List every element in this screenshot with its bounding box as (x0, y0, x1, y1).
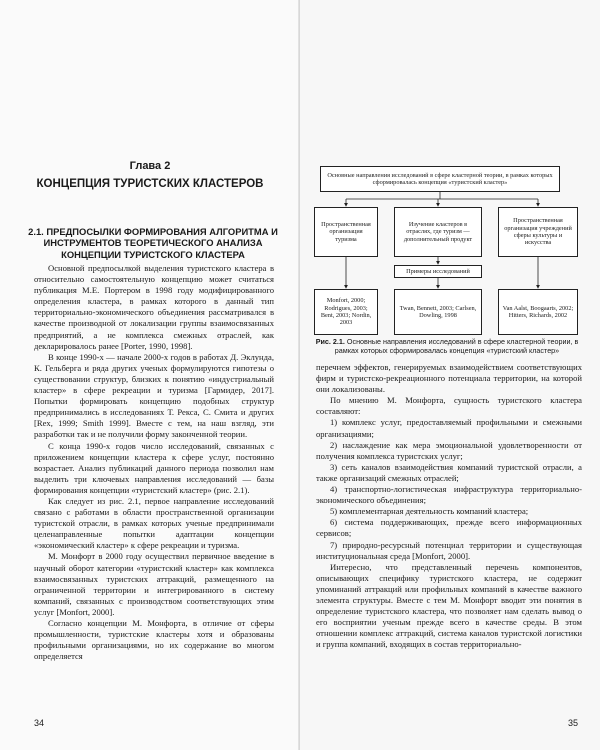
diagram-top-box: Основные направления исследований в сфере кластерной теории, в рамках которых сформировалась концепция «туристский кластер» (320, 166, 560, 192)
right-body-text (316, 362, 582, 650)
list-item: 1) комплекс услуг, предоставляемый профильными и смежными организациями; (316, 417, 582, 439)
paragraph: Как следует из рис. 2.1, первое направление исследований связано с работами в области пространственной организации туристской отрасли, в рамках которых ученые предпринимали целенаправленные попытки адаптации концепции «экономический кластер» к сфере рекреации и туризма. (34, 495, 274, 551)
right-page (300, 0, 600, 750)
direction-box: Пространственная организация туризма (314, 207, 378, 257)
example-box: Twan, Bennett, 2003; Carlsen, Dowling, 1998 (394, 289, 482, 335)
page-number: 35 (568, 718, 579, 728)
list-item: 3) сеть каналов взаимодействия компаний туристской отрасли, а также организаций смежных отраслей; (316, 461, 582, 483)
caption-text: Основные направления исследований в сфере кластерной теории, в рамках которых сформировалась концепция «туристский кластер» (334, 337, 579, 355)
example-box: Monfort, 2000; Rodrigues, 2003; Bent, 2003; Nordin, 2003 (314, 289, 378, 335)
section-title: 2.1. ПРЕДПОСЫЛКИ ФОРМИРОВАНИЯ АЛГОРИТМА И ИНСТРУМЕНТОВ ТЕОРЕТИЧЕСКОГО АНАЛИЗА КОНЦЕПЦИИ ТУРИСТСКОГО КЛАСТЕРА (28, 226, 278, 260)
paragraph: С конца 1990-х годов число исследований, связанных с приложением концепции кластера к сфере услуг, постоянно возрастает. Анализ публикаций данного периода позволил нам выделить три ключевых направления исследований — базы формирования концепции «туристский кластер» (рис. 2.1). (34, 440, 274, 495)
list-item: 6) система поддерживающих, прежде всего информационных сервисов; (316, 517, 582, 539)
paragraph: В конце 1990-х — начале 2000-х годов в работах Д. Эклунда, К. Гельберга и ряда других ученых формулируются гипотезы о существовании структур, близких к понятию «индустриальный кластер» в сфере рекреации и туризма [Гармидер, 2017]. Попытки формировать концепцию подобных структур предпринимались в исследованиях Т. Рекса, С. Смита и других [Rex, 1999; Smith 1999]. Вместе с тем, на наш взгляд, эти разработки так и не получили форму законченной теории. (34, 351, 274, 440)
list-item: 2) наслаждение как мера эмоциональной удовлетворенности от получения комплекса туристских услуг; (316, 439, 582, 461)
direction-box: Изучение кластеров в отраслях, где туризм — дополнительный продукт (394, 207, 482, 257)
chapter-title: КОНЦЕПЦИЯ ТУРИСТСКИХ КЛАСТЕРОВ (36, 178, 264, 190)
list-item: 5) комплементарная деятельность компаний кластера; (330, 506, 529, 517)
chapter-label: Глава 2 (129, 160, 171, 172)
paragraph: Основной предпосылкой выделения туристского кластера в относительно самостоятельную концепцию может считаться публикация М.Е. Портером в 1998 году модифицированного определения кластера, в рамках которого в данный тип территориально-экономического объединения рассматривался в качестве производной от локализации группы взаимосвязанных предприятий, а не комплекса смежных отраслей, как декларировалось ранее [Porter, 1990, 1998]. (34, 263, 274, 351)
diagram-connectors (300, 0, 600, 360)
paragraph: перечнем эффектов, генерируемых взаимодействием соответствующих фирм и туристско-рекреационного потенциала территории, на которой они локализованы. (316, 362, 582, 395)
example-box: Van Aalst, Boogaarts, 2002; Hitters, Richards, 2002 (498, 289, 578, 335)
caption-label: Рис. 2.1. (315, 337, 345, 346)
list-item: 7) природно-ресурсный потенциал территории и существующая институциональная среда [Monfort, 2000]. (316, 539, 582, 561)
paragraph: М. Монфорт в 2000 году осуществил первичное введение в научный оборот категории «туристский кластер» как комплекса взаимосвязанных туристских аттракций, размещенного на ограниченной территории и интегрированного в систему компаний, связанных с производством соответствующих этим услуг [Monfort, 2000]. (34, 551, 274, 617)
figure-caption (314, 338, 580, 355)
paragraph: Согласно концепции М. Монфорта, в отличие от сферы промышленности, туристские кластеры хотя и образованы профильными организациями, но их содержание во многом определяется (34, 618, 274, 662)
page-number: 34 (34, 718, 45, 728)
left-body-text (34, 263, 274, 662)
direction-box: Пространственная организация учреждений сферы культуры и искусства (498, 207, 578, 257)
examples-label-box: Примеры исследований (394, 265, 482, 278)
paragraph: По мнению М. Монфорта, сущность туристского кластера составляют: (316, 395, 582, 417)
list-item: 4) транспортно-логистическая инфраструктура территориально-экономического объединения; (316, 484, 582, 506)
paragraph: Интересно, что представленный перечень компонентов, описывающих специфику туристского кластера, не содержит упоминаний аттракций или профильных компаний в качестве важного элемента структуры. Вместе с тем М. Монфорт вводит эти понятия в определение туристского кластера, что позволяет нам сделать вывод о его восприятии ученым прежде всего в качестве среды. В этом отношении комплекс аттракций, система каналов туристской логистики и группа компаний, входящих в состав территориально- (316, 561, 582, 650)
